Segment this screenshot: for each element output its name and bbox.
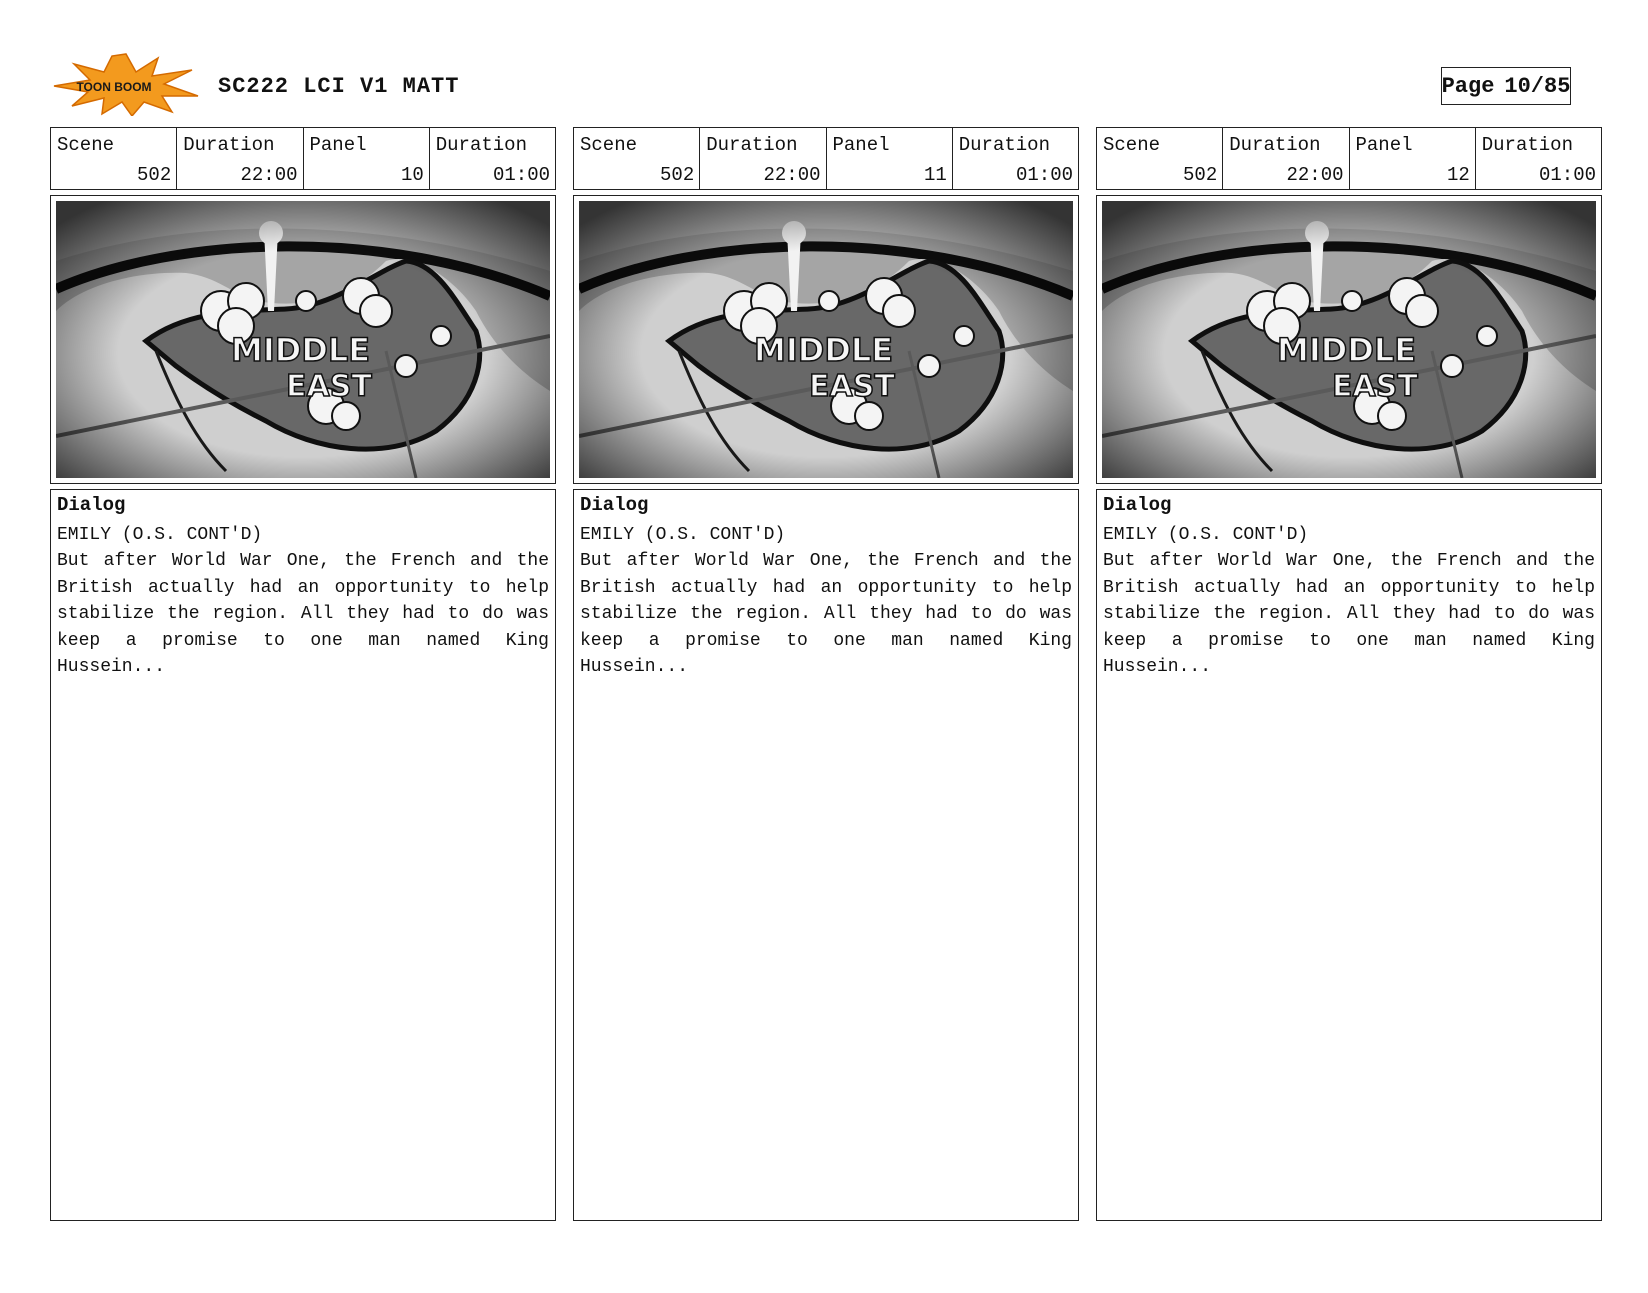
panel-info-table	[573, 127, 1079, 190]
storyboard-panel-2	[573, 127, 1079, 1221]
scene-value: 502	[1183, 164, 1218, 186]
duration-label: Duration	[958, 134, 1050, 156]
panel-info-table	[1096, 127, 1602, 190]
panel-label: Panel	[309, 134, 367, 156]
scene-cell	[51, 128, 176, 189]
storyboard-panel-3	[1096, 127, 1602, 1221]
scene-duration-value: 22:00	[240, 164, 298, 186]
dialog-text: But after World War One, the French and the British actually had an opportunity to help stabilize the region. All they had to do was keep a promise to one man named King Hussein...	[57, 551, 549, 677]
logo-text: TOON BOOM	[76, 80, 152, 94]
scene-duration-value: 22:00	[1286, 164, 1344, 186]
dialog-heading: Dialog	[57, 494, 126, 516]
duration-label: Duration	[706, 134, 798, 156]
panel-value: 11	[923, 164, 947, 186]
duration-label: Duration	[435, 134, 527, 156]
panel-duration-cell	[952, 128, 1078, 189]
panel-info-table	[50, 127, 556, 190]
panel-value: 12	[1446, 164, 1470, 186]
toonboom-logo	[52, 52, 200, 116]
panel-duration-value: 01:00	[1015, 164, 1073, 186]
dialog-box	[50, 489, 556, 1221]
scene-duration-cell	[176, 128, 302, 189]
scene-duration-cell	[699, 128, 825, 189]
duration-label: Duration	[183, 134, 275, 156]
storyboard-panel-1	[50, 127, 556, 1221]
middle-east-map-sketch	[579, 201, 1073, 478]
panel-value: 10	[400, 164, 424, 186]
scene-cell	[1097, 128, 1222, 189]
dialog-text: But after World War One, the French and the British actually had an opportunity to help stabilize the region. All they had to do was keep a promise to one man named King Hussein...	[580, 551, 1072, 677]
panel-cell	[303, 128, 429, 189]
panel-duration-value: 01:00	[492, 164, 550, 186]
dialog-text: But after World War One, the French and the British actually had an opportunity to help stabilize the region. All they had to do was keep a promise to one man named King Hussein...	[1103, 551, 1595, 677]
middle-east-map-sketch	[1102, 201, 1596, 478]
duration-label: Duration	[1229, 134, 1321, 156]
panel-duration-value: 01:00	[1538, 164, 1596, 186]
document-title: SC222 LCI V1 MATT	[218, 74, 460, 99]
panel-image-frame	[50, 195, 556, 484]
dialog-box	[1096, 489, 1602, 1221]
panel-label: Panel	[1355, 134, 1413, 156]
panel-label: Panel	[832, 134, 890, 156]
dialog-heading: Dialog	[580, 494, 649, 516]
panel-cell	[1349, 128, 1475, 189]
dialog-heading: Dialog	[1103, 494, 1172, 516]
dialog-character: EMILY (O.S. CONT'D)	[57, 525, 263, 545]
panel-duration-cell	[1475, 128, 1601, 189]
middle-east-map-sketch	[56, 201, 550, 478]
dialog-character: EMILY (O.S. CONT'D)	[580, 525, 786, 545]
duration-label: Duration	[1481, 134, 1573, 156]
scene-label: Scene	[1103, 134, 1161, 156]
page-header	[0, 0, 1648, 120]
page-number: 10/85	[1504, 73, 1571, 99]
dialog-character: EMILY (O.S. CONT'D)	[1103, 525, 1309, 545]
dialog-box	[573, 489, 1079, 1221]
scene-duration-cell	[1222, 128, 1348, 189]
panel-image-frame	[1096, 195, 1602, 484]
panel-image-frame	[573, 195, 1079, 484]
scene-label: Scene	[580, 134, 638, 156]
panel-cell	[826, 128, 952, 189]
scene-cell	[574, 128, 699, 189]
page-indicator	[1441, 67, 1571, 105]
panel-duration-cell	[429, 128, 555, 189]
scene-value: 502	[660, 164, 695, 186]
scene-label: Scene	[57, 134, 115, 156]
scene-value: 502	[137, 164, 172, 186]
page-label: Page	[1441, 73, 1495, 99]
scene-duration-value: 22:00	[763, 164, 821, 186]
